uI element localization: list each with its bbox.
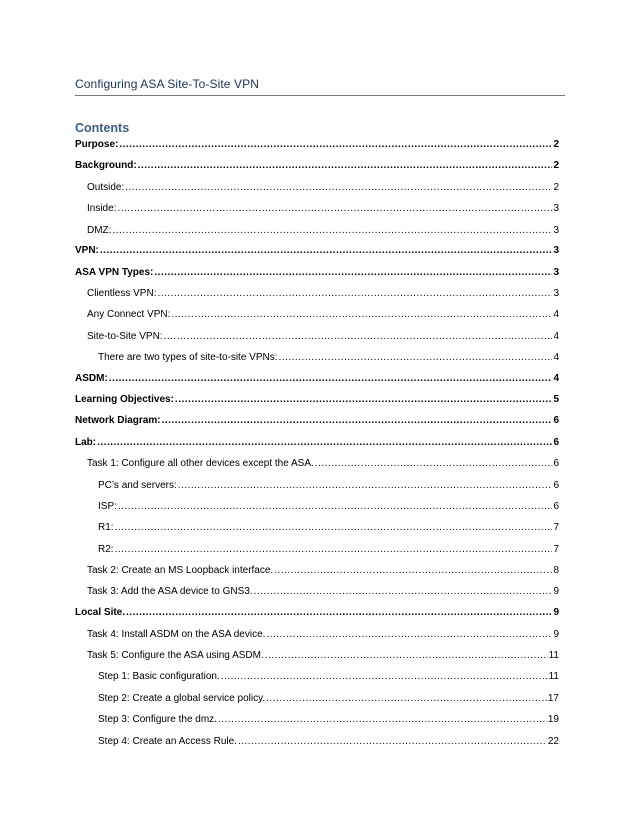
toc-entry-label: DMZ: <box>87 225 112 236</box>
toc-entry-label: Step 3: Configure the dmz. <box>98 714 217 725</box>
toc-leader <box>117 202 552 216</box>
toc-entry[interactable] <box>75 414 559 428</box>
toc-entry-page: 6 <box>553 437 559 448</box>
toc-entry[interactable] <box>98 735 559 749</box>
toc-entry-page: 2 <box>553 139 559 150</box>
toc-entry-label: Site-to-Site VPN: <box>87 331 163 342</box>
toc-entry[interactable] <box>75 138 559 152</box>
toc-entry-page: 9 <box>553 629 559 640</box>
toc-entry-page: 9 <box>553 607 559 618</box>
toc-leader <box>118 500 553 514</box>
toc-entry-label: ISP: <box>98 501 117 512</box>
toc-entry-page: 2 <box>553 182 559 193</box>
toc-entry-page: 3 <box>553 267 559 278</box>
toc-entry-label: Clientless VPN: <box>87 288 157 299</box>
toc-entry-label: Task 4: Install ASDM on the ASA device. <box>87 629 266 640</box>
toc-leader <box>218 713 547 727</box>
toc-entry-label: Task 5: Configure the ASA using ASDM. <box>87 650 264 661</box>
toc-entry-label: Inside: <box>87 203 117 214</box>
toc-leader <box>154 266 552 280</box>
toc-leader <box>175 393 553 407</box>
toc-entry-label: Local Site. <box>75 607 126 618</box>
toc-entry-label: Background: <box>75 160 137 171</box>
toc-entry[interactable] <box>87 330 559 344</box>
toc-entry-page: 7 <box>553 544 559 555</box>
toc-leader <box>109 372 553 386</box>
toc-entry-page: 11 <box>548 650 559 661</box>
toc-entry-page: 3 <box>553 245 559 256</box>
toc-entry-label: R1: <box>98 522 114 533</box>
toc-entry-label: Learning Objectives: <box>75 394 174 405</box>
toc-leader <box>315 457 553 471</box>
toc-entry-page: 7 <box>553 522 559 533</box>
toc-entry-page: 4 <box>553 373 559 384</box>
toc-entry-page: 4 <box>553 331 559 342</box>
toc-leader <box>115 521 553 535</box>
toc-entry[interactable] <box>75 372 559 386</box>
toc-entry[interactable] <box>87 202 559 216</box>
toc-entry[interactable] <box>98 521 559 535</box>
toc-entry[interactable] <box>87 287 559 301</box>
toc-leader <box>266 628 552 642</box>
toc-entry-label: There are two types of site-to-site VPNs: <box>98 352 278 363</box>
toc-entry[interactable] <box>87 181 559 195</box>
toc-leader <box>126 606 552 620</box>
toc-entry-page: 11 <box>548 671 559 682</box>
toc-leader <box>274 564 552 578</box>
toc-entry[interactable] <box>98 479 559 493</box>
toc-entry-label: Any Connect VPN: <box>87 309 171 320</box>
toc-entry[interactable] <box>75 159 559 173</box>
toc-entry-label: Step 4: Create an Access Rule. <box>98 736 237 747</box>
toc-entry-page: 6 <box>553 501 559 512</box>
toc-entry-page: 3 <box>553 225 559 236</box>
toc-entry-label: Lab: <box>75 437 97 448</box>
toc-entry-page: 6 <box>553 480 559 491</box>
toc-entry[interactable] <box>98 713 559 727</box>
toc-entry[interactable] <box>87 564 559 578</box>
toc-entry-page: 4 <box>553 309 559 320</box>
toc-entry[interactable] <box>98 500 559 514</box>
document-title: Configuring ASA Site-To-Site VPN <box>75 77 259 91</box>
toc-entry[interactable] <box>75 393 559 407</box>
toc-leader <box>97 436 552 450</box>
toc-entry-label: Task 3: Add the ASA device to GNS3. <box>87 586 253 597</box>
toc-leader <box>125 181 552 195</box>
toc-entry-label: Step 1: Basic configuration. <box>98 671 220 682</box>
toc-leader <box>164 330 553 344</box>
toc-entry[interactable] <box>75 266 559 280</box>
toc-entry[interactable] <box>87 457 559 471</box>
toc-entry[interactable] <box>87 308 559 322</box>
toc-entry[interactable] <box>98 351 559 365</box>
toc-entry[interactable] <box>75 606 559 620</box>
toc-leader <box>279 351 553 365</box>
toc-leader <box>112 224 552 238</box>
toc-entry[interactable] <box>87 628 559 642</box>
toc-entry[interactable] <box>98 692 559 706</box>
toc-entry-label: Purpose: <box>75 139 119 150</box>
toc-entry-label: Step 2: Create a global service policy. <box>98 693 266 704</box>
toc-entry-page: 4 <box>553 352 559 363</box>
toc-leader <box>157 287 552 301</box>
toc-leader <box>265 649 548 663</box>
contents-heading: Contents <box>75 121 130 135</box>
toc-leader <box>178 479 553 493</box>
toc-entry[interactable] <box>87 649 559 663</box>
toc-entry-page: 8 <box>553 565 559 576</box>
toc-leader <box>138 159 553 173</box>
toc-entry-label: PC’s and servers: <box>98 480 177 491</box>
toc-leader <box>115 543 553 557</box>
toc-entry-label: ASA VPN Types: <box>75 267 154 278</box>
toc-entry-page: 19 <box>547 714 559 725</box>
toc-entry-label: Task 1: Configure all other devices except the ASA. <box>87 458 314 469</box>
toc-leader <box>238 735 547 749</box>
toc-leader <box>100 244 553 258</box>
toc-entry[interactable] <box>98 670 559 684</box>
toc-entry-page: 6 <box>553 458 559 469</box>
toc-leader <box>221 670 548 684</box>
toc-entry-page: 3 <box>553 203 559 214</box>
toc-entry-label: Outside: <box>87 182 125 193</box>
toc-entry-label: Network Diagram: <box>75 415 161 426</box>
toc-entry[interactable] <box>75 436 559 450</box>
toc-entry[interactable] <box>87 224 559 238</box>
toc-leader <box>162 414 553 428</box>
toc-entry-label: R2: <box>98 544 114 555</box>
toc-entry[interactable] <box>75 244 559 258</box>
toc-entry[interactable] <box>87 585 559 599</box>
toc-entry-label: ASDM: <box>75 373 108 384</box>
toc-entry-page: 17 <box>547 693 559 704</box>
toc-leader <box>119 138 552 152</box>
toc-entry-page: 5 <box>553 394 559 405</box>
toc-leader <box>266 692 547 706</box>
toc-entry-page: 6 <box>553 415 559 426</box>
toc-entry-page: 22 <box>547 736 559 747</box>
toc-entry-page: 3 <box>553 288 559 299</box>
toc-entry-label: VPN: <box>75 245 99 256</box>
toc-leader <box>254 585 553 599</box>
toc-entry-label: Task 2: Create an MS Loopback interface. <box>87 565 274 576</box>
toc-entry[interactable] <box>98 543 559 557</box>
toc-entry-page: 2 <box>553 160 559 171</box>
toc-leader <box>171 308 552 322</box>
toc-entry-page: 9 <box>553 586 559 597</box>
